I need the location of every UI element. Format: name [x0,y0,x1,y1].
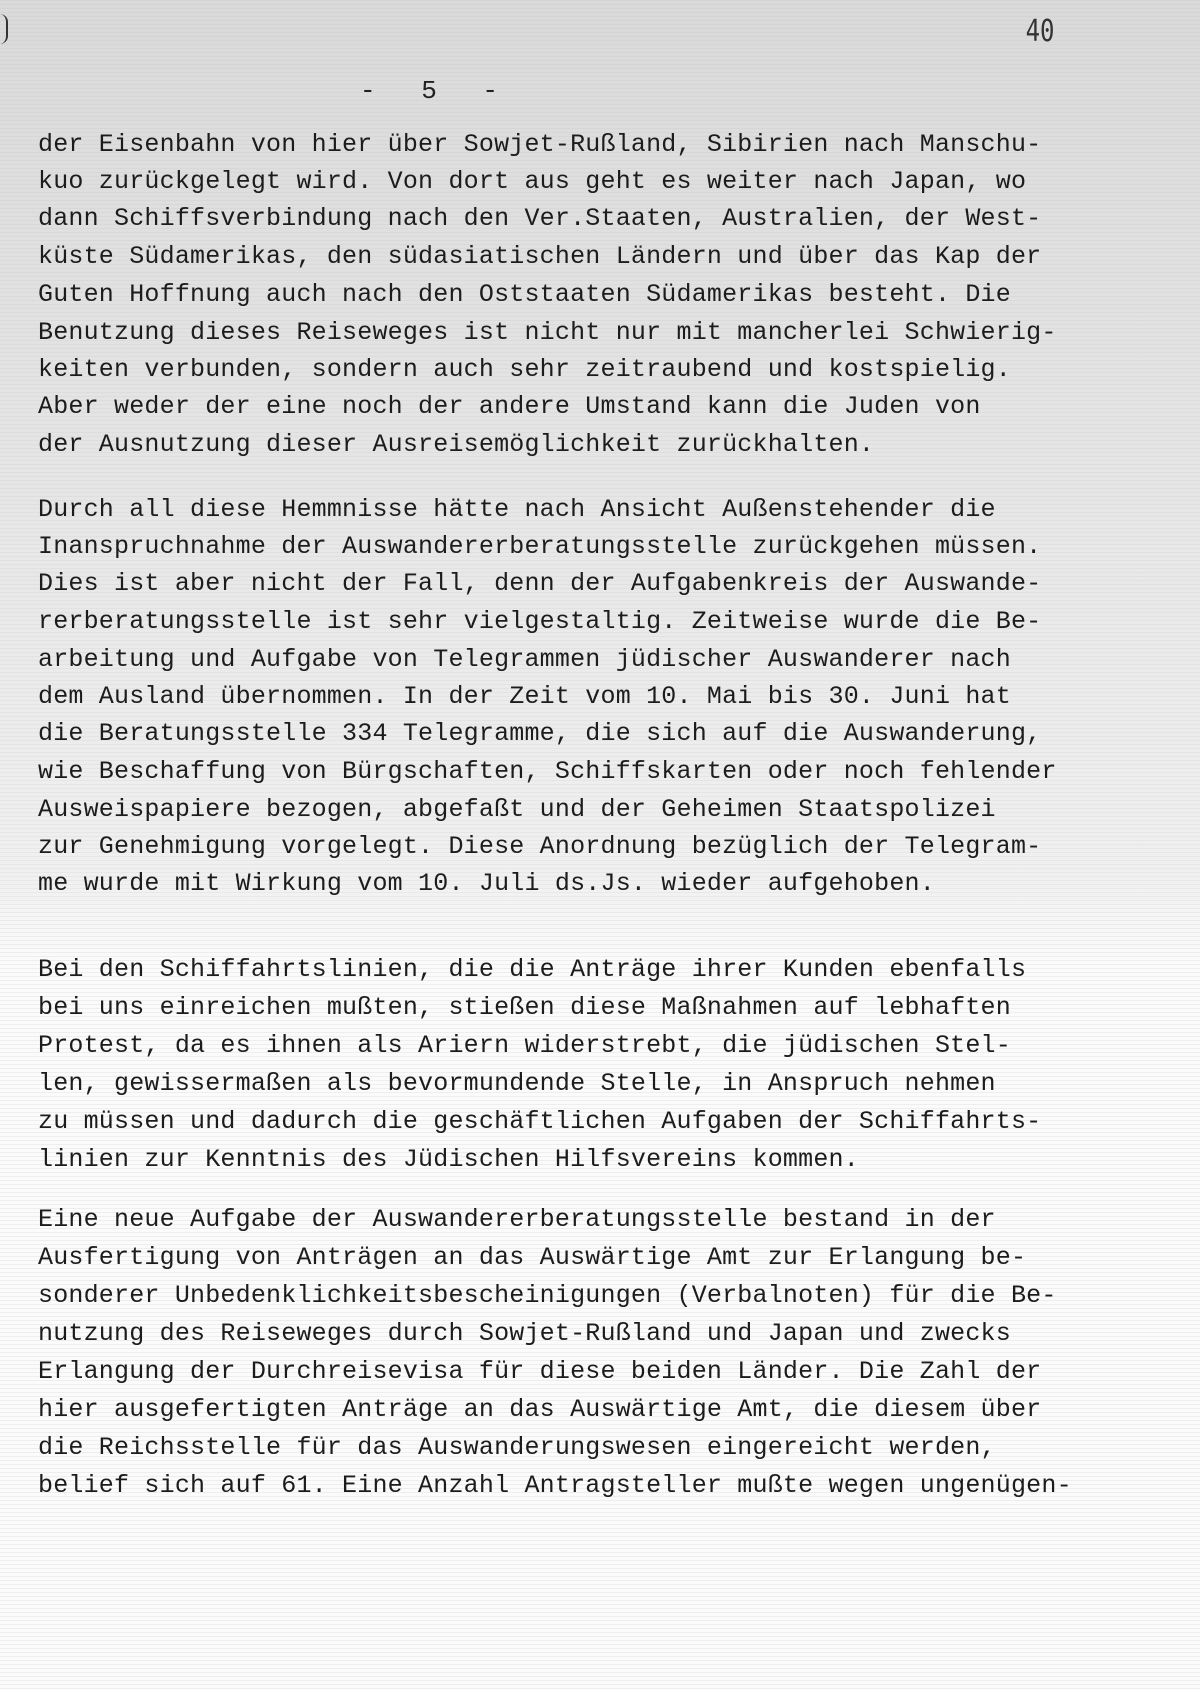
text-line: Erlangung der Durchreisevisa für diese beiden Länder. Die Zahl der [38,1357,1042,1386]
text-line: bei uns einreichen mußten, stießen diese Maßnahmen auf lebhaften [38,993,1011,1022]
text-line: Bei den Schiffahrtslinien, die die Anträge ihrer Kunden ebenfalls [38,955,1027,984]
text-line: Eine neue Aufgabe der Auswandererberatungsstelle bestand in der [38,1205,996,1234]
text-line: Durch all diese Hemmnisse hätte nach Ansicht Außenstehender die [38,495,996,524]
text-line: sonderer Unbedenklichkeitsbescheinigungen (Verbalnoten) für die Be- [38,1281,1057,1310]
text-line: Ausweispapiere bezogen, abgefaßt und der Geheimen Staatspolizei [38,795,996,824]
text-line: belief sich auf 61. Eine Anzahl Antragsteller mußte wegen ungenügen- [38,1471,1072,1500]
text-line: die Reichsstelle für das Auswanderungswesen eingereicht werden, [38,1433,996,1462]
text-line: len, gewissermaßen als bevormundende Stelle, in Anspruch nehmen [38,1069,996,1098]
text-line: Ausfertigung von Anträgen an das Auswärtige Amt zur Erlangung be- [38,1243,1027,1272]
text-line: Guten Hoffnung auch nach den Oststaaten Südamerikas besteht. Die [38,280,1011,309]
text-line: Dies ist aber nicht der Fall, denn der Aufgabenkreis der Auswande- [38,569,1042,598]
text-line: wie Beschaffung von Bürgschaften, Schiffskarten oder noch fehlender [38,757,1057,786]
text-line: linien zur Kenntnis des Jüdischen Hilfsvereins kommen. [38,1145,859,1174]
text-line: dem Ausland übernommen. In der Zeit vom 10. Mai bis 30. Juni hat [38,682,1011,711]
text-line: keiten verbunden, sondern auch sehr zeitraubend und kostspielig. [38,355,1011,384]
text-line: zu müssen und dadurch die geschäftlichen Aufgaben der Schiffahrts- [38,1107,1042,1136]
text-line: kuo zurückgelegt wird. Von dort aus geht es weiter nach Japan, wo [38,167,1027,196]
text-line: rerberatungsstelle ist sehr vielgestaltig. Zeitweise wurde die Be- [38,607,1042,636]
text-line: der Ausnutzung dieser Ausreisemöglichkeit zurückhalten. [38,430,875,459]
text-line: Inanspruchnahme der Auswandererberatungsstelle zurückgehen müssen. [38,532,1042,561]
text-line: die Beratungsstelle 334 Telegramme, die sich auf die Auswanderung, [38,719,1042,748]
margin-mark [0,14,8,44]
text-line: me wurde mit Wirkung vom 10. Juli ds.Js. wieder aufgehoben. [38,869,935,898]
text-line: hier ausgefertigten Anträge an das Auswärtige Amt, die diesem über [38,1395,1042,1424]
text-line: der Eisenbahn von hier über Sowjet-Rußland, Sibirien nach Manschu- [38,130,1042,159]
text-line: zur Genehmigung vorgelegt. Diese Anordnung bezüglich der Telegram- [38,832,1042,861]
text-line: nutzung des Reiseweges durch Sowjet-Rußland und Japan und zwecks [38,1319,1011,1348]
page-marker: - 5 - [360,76,499,106]
text-line: Aber weder der eine noch der andere Umstand kann die Juden von [38,392,981,421]
text-line: dann Schiffsverbindung nach den Ver.Staaten, Australien, der West- [38,204,1042,233]
text-line: Benutzung dieses Reiseweges ist nicht nur mit mancherlei Schwierig- [38,318,1057,347]
text-line: küste Südamerikas, den südasiatischen Ländern und über das Kap der [38,242,1042,271]
archive-page-number: 40 [1025,14,1055,49]
text-line: Protest, da es ihnen als Ariern widerstrebt, die jüdischen Stel- [38,1031,1011,1060]
text-line: arbeitung und Aufgabe von Telegrammen jüdischer Auswanderer nach [38,645,1011,674]
